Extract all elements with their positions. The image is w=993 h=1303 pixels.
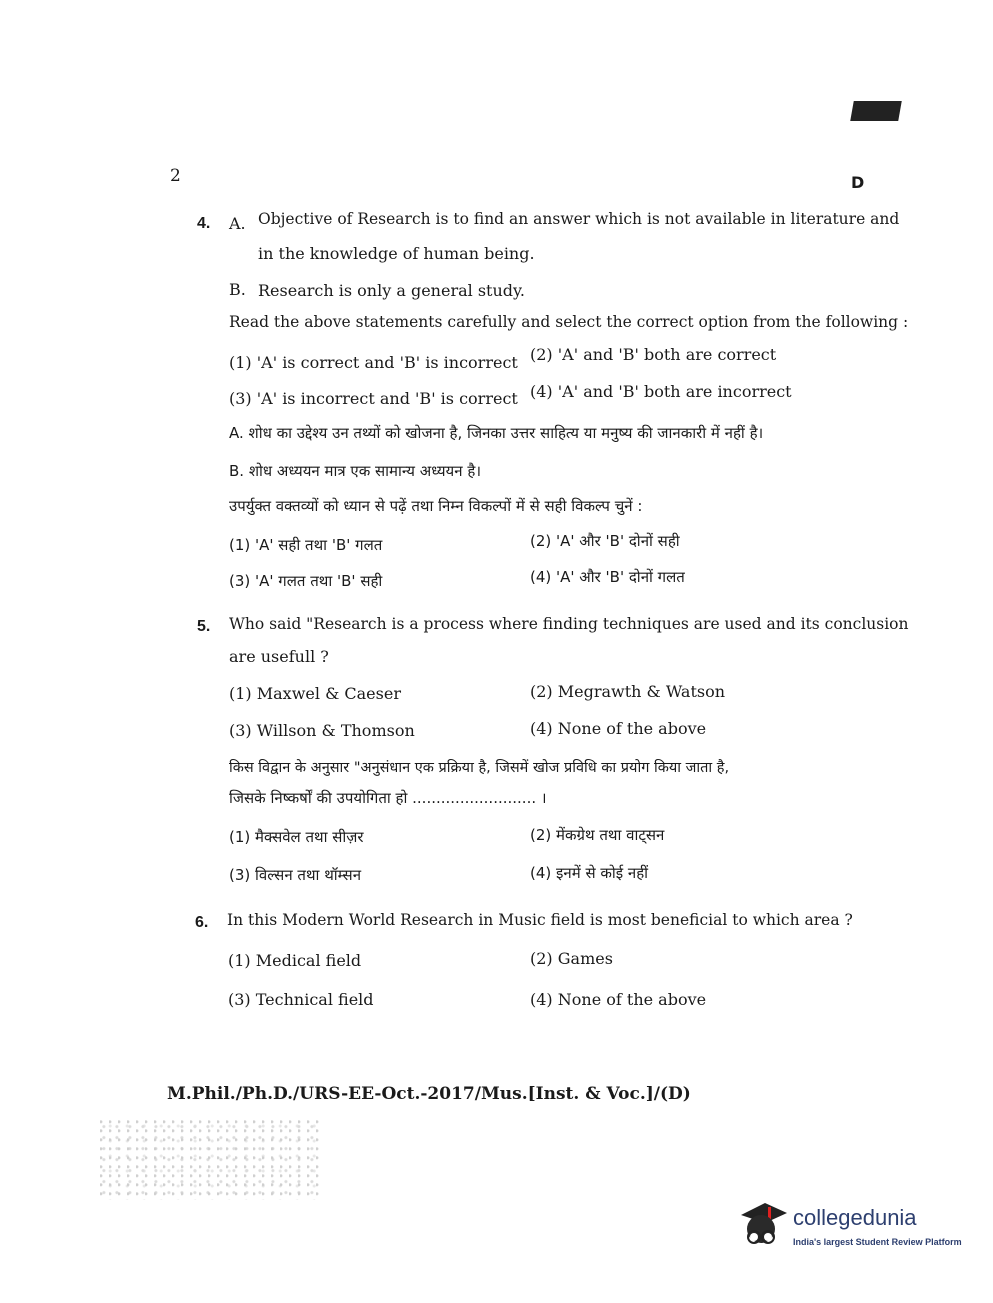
q5-hindi-option-3: (3) विल्सन तथा थॉम्सन [229, 866, 362, 884]
q4-statement-a-line1: Objective of Research is to find an answer which is not available in literature and [258, 210, 900, 228]
q6-option-2: (2) Games [530, 949, 613, 968]
q5-hindi-line2: जिसके निष्कर्षों की उपयोगिता हो .......................... । [229, 789, 547, 807]
q5-option-4: (4) None of the above [530, 719, 707, 738]
q4-hindi-statement-b: B. शोध अध्ययन मात्र एक सामान्य अध्ययन है। [229, 462, 482, 480]
q4-statement-a-line2: in the knowledge of human being. [258, 244, 535, 263]
q5-hindi-option-1: (1) मैक्सवेल तथा सीज़र [229, 828, 364, 846]
q4-hindi-option-1: (1) 'A' सही तथा 'B' गलत [229, 536, 383, 554]
q4-statement-a-label: A. [229, 214, 246, 233]
q6-text: In this Modern World Research in Music field is most beneficial to which area ? [227, 911, 853, 929]
scan-noise [100, 1120, 320, 1200]
q6-option-4: (4) None of the above [530, 990, 707, 1009]
q5-hindi-line1: किस विद्वान के अनुसार "अनुसंधान एक प्रक्रिया है, जिसमें खोज प्रविधि का प्रयोग किया जाता है, [229, 760, 730, 776]
q6-option-1: (1) Medical field [228, 951, 362, 970]
q4-statement-b: Research is only a general study. [258, 281, 526, 300]
collegedunia-logo [735, 1197, 965, 1257]
q4-option-4: (4) 'A' and 'B' both are incorrect [530, 382, 792, 401]
logo-wordmark: collegedunia [793, 1205, 917, 1230]
scan-corner-mark [850, 101, 902, 121]
q4-hindi-option-3: (3) 'A' गलत तथा 'B' सही [229, 572, 383, 590]
mascot-icon [735, 1197, 791, 1253]
q6-option-3: (3) Technical field [228, 990, 374, 1009]
set-code: D [851, 173, 865, 192]
q5-line1: Who said "Research is a process where finding techniques are used and its conclusion [229, 615, 909, 633]
q4-option-1: (1) 'A' is correct and 'B' is incorrect [229, 353, 518, 372]
q4-hindi-instruction: उपर्युक्त वक्तव्यों को ध्यान से पढ़ें तथा निम्न विकल्पों में से सही विकल्प चुनें : [229, 497, 643, 515]
q5-hindi-option-2: (2) मेंकग्रेथ तथा वाट्सन [530, 826, 665, 844]
question-4-number: 4. [197, 215, 211, 232]
q5-line2: are usefull ? [229, 647, 329, 666]
q4-hindi-option-2: (2) 'A' और 'B' दोनों सही [530, 532, 680, 550]
q4-hindi-option-4: (4) 'A' और 'B' दोनों गलत [530, 568, 685, 586]
q5-option-1: (1) Maxwel & Caeser [229, 684, 401, 703]
q5-option-2: (2) Megrawth & Watson [530, 682, 726, 701]
q4-option-2: (2) 'A' and 'B' both are correct [530, 345, 777, 364]
logo-tagline: India's largest Student Review Platform [793, 1237, 962, 1247]
paper-code-footer: M.Phil./Ph.D./URS-EE-Oct.-2017/Mus.[Inst. & Voc.]/(D) [167, 1084, 691, 1104]
q5-option-3: (3) Willson & Thomson [229, 721, 415, 740]
question-5-number: 5. [197, 618, 211, 635]
page-number: 2 [170, 166, 181, 186]
q4-statement-b-label: B. [229, 280, 246, 299]
q4-instruction: Read the above statements carefully and select the correct option from the following : [229, 313, 909, 331]
question-6-number: 6. [195, 914, 209, 931]
q5-hindi-option-4: (4) इनमें से कोई नहीं [530, 864, 649, 882]
q4-hindi-statement-a: A. शोध का उद्देश्य उन तथ्यों को खोजना है, जिनका उत्तर साहित्य या मनुष्य की जानकारी में नहीं है। [229, 424, 764, 442]
q4-option-3: (3) 'A' is incorrect and 'B' is correct [229, 389, 518, 408]
